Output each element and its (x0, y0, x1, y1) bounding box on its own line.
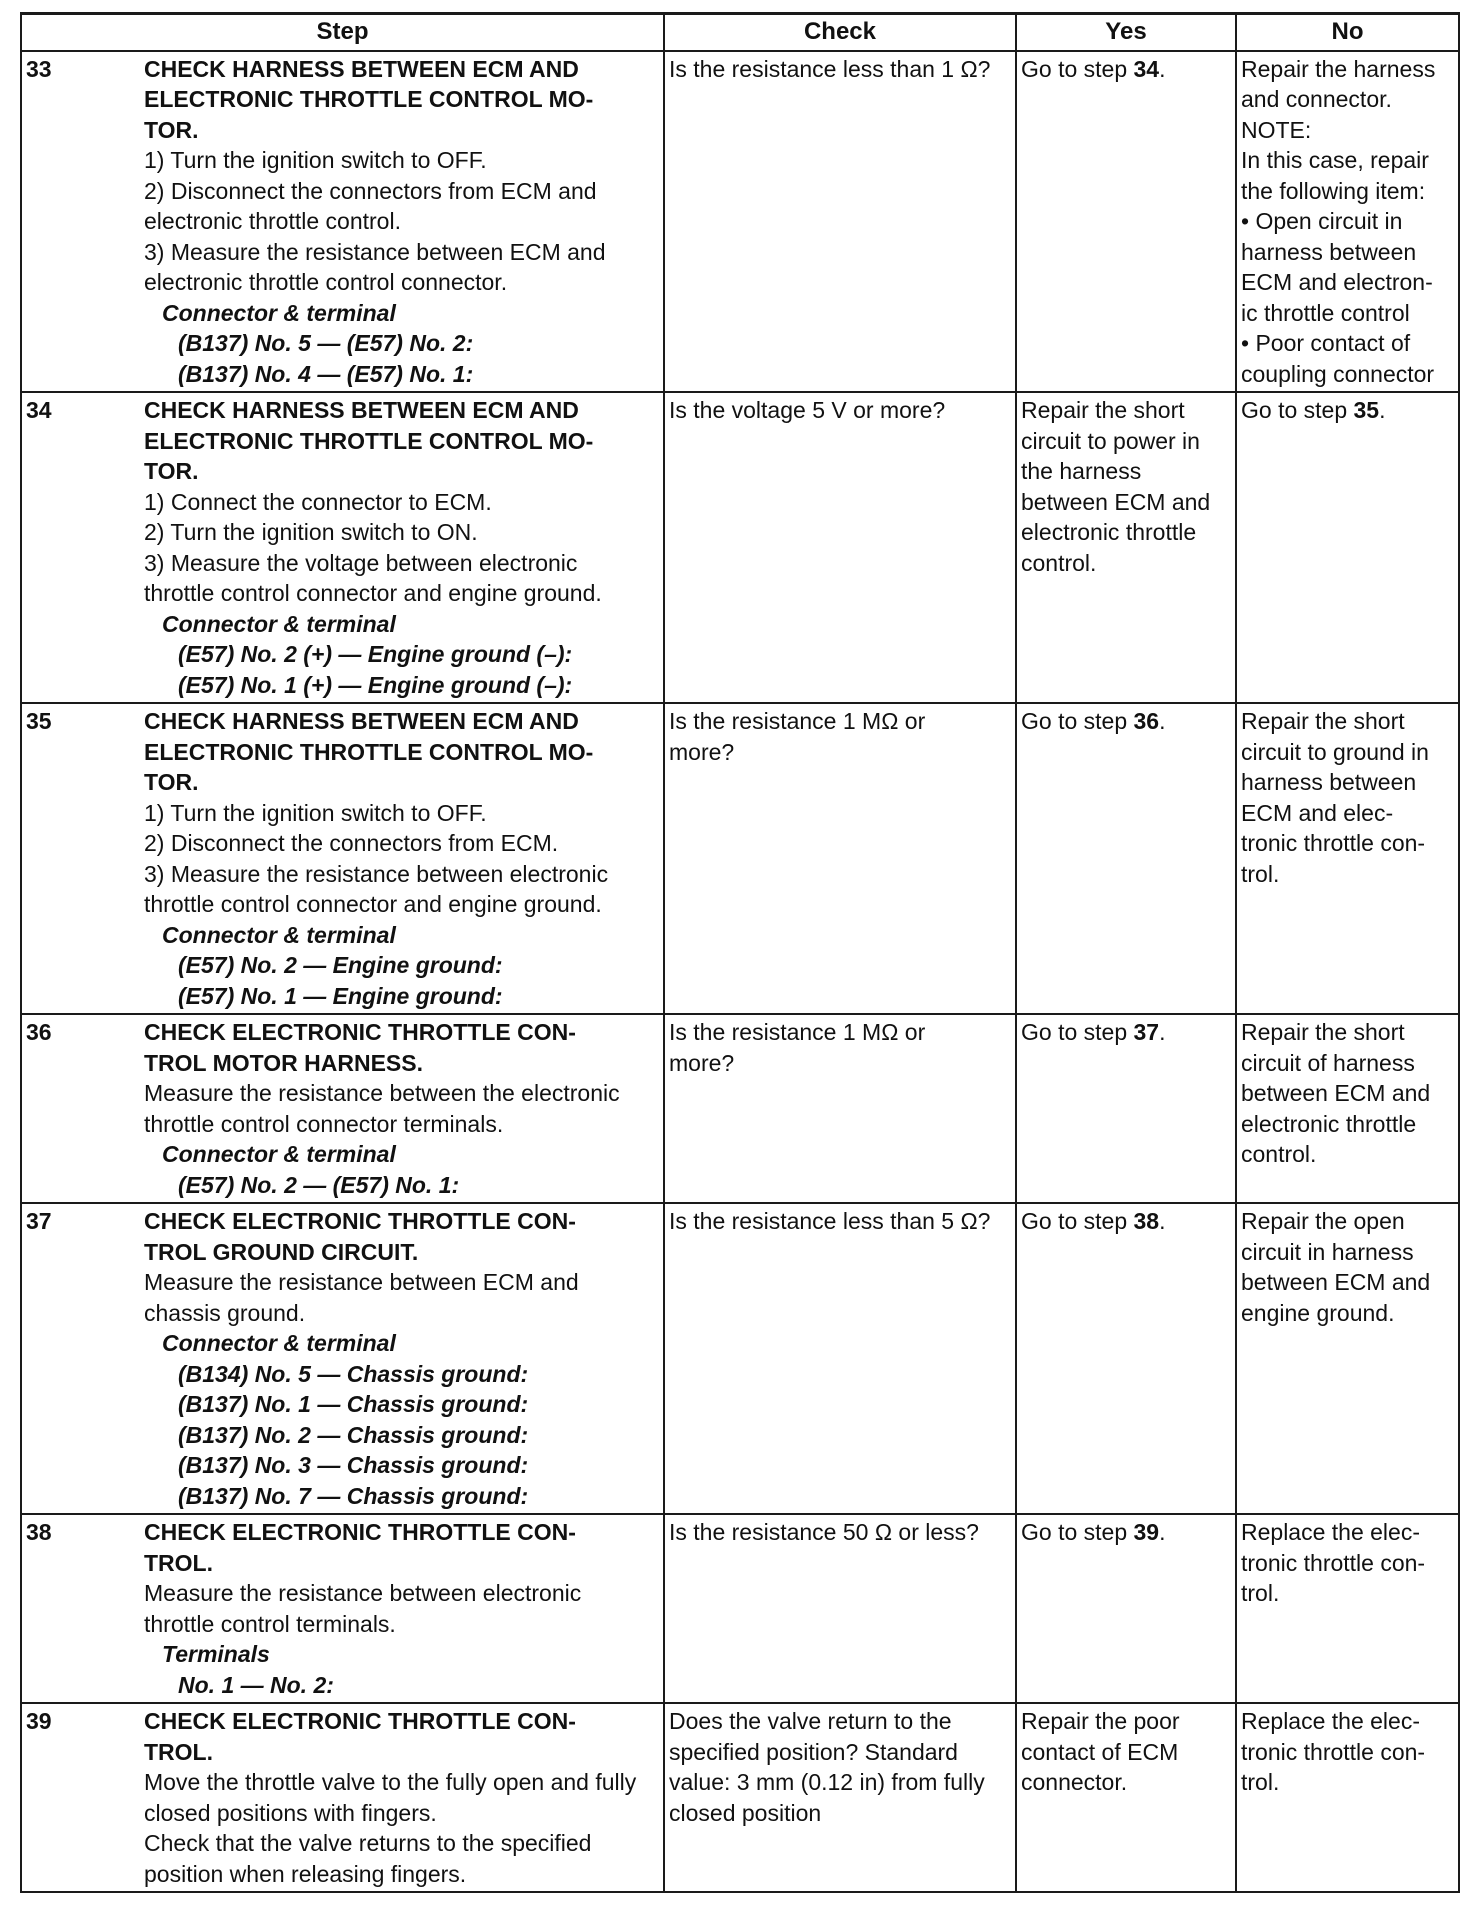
check-line: more? (669, 1049, 735, 1076)
no-cell (1236, 51, 1459, 393)
terminal-spec: (E57) No. 1 (+) — Engine ground (–): (178, 671, 573, 698)
step-title-line: TROL GROUND CIRCUIT. (144, 1238, 419, 1265)
check-line: more? (669, 738, 735, 765)
step-instruction-line: throttle control connector and engine ground. (144, 891, 602, 917)
table-body (21, 51, 1459, 1893)
step-instruction-line: position when releasing fingers. (144, 1860, 467, 1887)
step-cell (21, 703, 664, 1014)
step-title-line: TOR. (144, 116, 199, 143)
no-line: trol. (1241, 860, 1280, 887)
terminal-spec: (E57) No. 2 — Engine ground: (178, 952, 503, 978)
check-line: specified position? Standard (669, 1738, 958, 1765)
no-line: tronic throttle con- (1241, 1549, 1426, 1576)
no-line: • Poor contact of (1241, 330, 1411, 356)
step-number: 35 (26, 708, 52, 734)
step-instruction-line: electronic throttle control connector. (144, 269, 508, 295)
no-line: Replace the elec- (1241, 1519, 1420, 1545)
yes-cell (1016, 1703, 1236, 1892)
step-instruction-line: throttle control connector and engine ground. (144, 580, 602, 606)
no-line: circuit in harness (1241, 1238, 1414, 1265)
no-line: engine ground. (1241, 1299, 1395, 1326)
step-body (144, 1017, 659, 1200)
terminal-spec: (E57) No. 1 — Engine ground: (178, 982, 503, 1009)
yes-cell (1016, 51, 1236, 393)
step-body (144, 706, 659, 1011)
step-number: 34 (26, 397, 52, 423)
step-title-line: TROL. (144, 1549, 213, 1576)
no-line: between ECM and (1241, 1269, 1431, 1295)
no-line: tronic throttle con- (1241, 830, 1426, 856)
no-line: ic throttle control (1241, 299, 1410, 326)
check-line: Is the resistance less than 5 Ω? (669, 1208, 991, 1234)
yes-line: Repair the poor (1021, 1708, 1180, 1734)
no-line: electronic throttle (1241, 1110, 1417, 1137)
step-instruction-line: 1) Connect the connector to ECM. (144, 488, 492, 515)
no-line: Repair the short (1241, 1019, 1405, 1045)
yes-cell (1016, 703, 1236, 1014)
step-instruction-line: Measure the resistance between electronic (144, 1580, 582, 1606)
step-number: 33 (26, 55, 52, 82)
diagnostic-table (20, 12, 1460, 1893)
step-instruction-line: closed positions with fingers. (144, 1799, 437, 1826)
yes-cell (1016, 1203, 1236, 1514)
no-line: control. (1241, 1141, 1317, 1167)
step-instruction-line: 1) Turn the ignition switch to OFF. (144, 799, 487, 826)
terminal-spec: (B137) No. 5 — (E57) No. 2: (178, 330, 474, 356)
step-reference: 36 (1133, 708, 1160, 734)
table-row (21, 51, 1459, 393)
step-instruction-line: 1) Turn the ignition switch to OFF. (144, 147, 487, 173)
step-body (144, 1706, 659, 1889)
table-row (21, 1514, 1459, 1703)
no-line: circuit to ground in (1241, 738, 1429, 765)
check-line: Is the resistance 50 Ω or less? (669, 1519, 979, 1545)
terminal-spec: No. 1 — No. 2: (178, 1671, 334, 1698)
no-line: harness between (1241, 238, 1417, 265)
step-cell (21, 1514, 664, 1703)
step-title-line: TROL MOTOR HARNESS. (144, 1049, 423, 1076)
terminal-spec: (B137) No. 1 — Chassis ground: (178, 1391, 529, 1417)
check-line: Is the voltage 5 V or more? (669, 397, 946, 423)
check-cell (664, 1014, 1016, 1203)
step-instruction-line: 3) Measure the resistance between electronic (144, 860, 609, 887)
table-row (21, 392, 1459, 703)
step-reference: 39 (1133, 1519, 1160, 1545)
step-title-line: TOR. (144, 769, 199, 795)
no-line: circuit of harness (1241, 1049, 1415, 1076)
check-cell (664, 1203, 1016, 1514)
connector-label: Connector & terminal (162, 921, 396, 948)
terminal-spec: (B137) No. 3 — Chassis ground: (178, 1452, 529, 1478)
step-number: 37 (26, 1208, 52, 1234)
no-line: Repair the open (1241, 1208, 1405, 1234)
terminal-spec: (B137) No. 7 — Chassis ground: (178, 1482, 529, 1509)
step-reference: 38 (1133, 1208, 1160, 1234)
header-row (21, 14, 1459, 51)
step-instruction-line: 2) Disconnect the connectors from ECM and (144, 177, 597, 204)
step-cell (21, 51, 664, 393)
step-instruction-line: Measure the resistance between ECM and (144, 1269, 579, 1295)
step-reference: 37 (1133, 1019, 1160, 1045)
no-line: ECM and elec- (1241, 799, 1394, 826)
step-instruction-line: chassis ground. (144, 1299, 306, 1326)
connector-label: Connector & terminal (162, 1141, 396, 1167)
step-content (26, 395, 659, 700)
step-instruction-line: throttle control terminals. (144, 1610, 396, 1637)
terminal-spec: (B137) No. 4 — (E57) No. 1: (178, 360, 474, 387)
step-instruction-line: 2) Turn the ignition switch to ON. (144, 519, 478, 545)
terminal-spec: (B134) No. 5 — Chassis ground: (178, 1360, 529, 1387)
yes-line: the harness (1021, 458, 1142, 484)
check-line: value: 3 mm (0.12 in) from fully (669, 1769, 985, 1795)
header-yes: Yes (1016, 14, 1236, 51)
yes-line: electronic throttle (1021, 519, 1197, 545)
no-cell (1236, 1514, 1459, 1703)
connector-label: Connector & terminal (162, 299, 396, 326)
step-title-line: ELECTRONIC THROTTLE CONTROL MO- (144, 738, 594, 765)
no-line: coupling connector (1241, 360, 1435, 387)
no-line: the following item: (1241, 177, 1426, 204)
no-line: tronic throttle con- (1241, 1738, 1426, 1765)
yes-goto: Go to step 39. (1021, 1519, 1166, 1545)
step-title-line: CHECK HARNESS BETWEEN ECM AND (144, 55, 579, 82)
procedure-page (20, 12, 1458, 1893)
check-cell (664, 392, 1016, 703)
step-cell (21, 1703, 664, 1892)
no-cell (1236, 1703, 1459, 1892)
step-reference: 34 (1133, 55, 1160, 82)
step-instruction-line: electronic throttle control. (144, 208, 401, 234)
check-cell (664, 1703, 1016, 1892)
yes-line: between ECM and (1021, 488, 1211, 515)
step-number: 36 (26, 1019, 52, 1045)
table-row (21, 703, 1459, 1014)
step-number: 38 (26, 1519, 52, 1545)
yes-cell (1016, 392, 1236, 703)
no-line: • Open circuit in (1241, 208, 1403, 234)
no-line: ECM and electron- (1241, 269, 1433, 295)
check-line: Is the resistance 1 MΩ or (669, 708, 926, 734)
step-title-line: CHECK ELECTRONIC THROTTLE CON- (144, 1208, 576, 1234)
no-goto: Go to step 35. (1241, 397, 1386, 423)
header-check: Check (664, 14, 1016, 51)
step-title-line: TOR. (144, 458, 199, 484)
step-number: 39 (26, 1708, 52, 1734)
no-line: trol. (1241, 1769, 1280, 1795)
no-cell (1236, 703, 1459, 1014)
step-instruction-line: Measure the resistance between the electronic (144, 1080, 620, 1106)
no-line: between ECM and (1241, 1080, 1431, 1106)
yes-goto: Go to step 36. (1021, 708, 1166, 734)
yes-goto: Go to step 37. (1021, 1019, 1166, 1045)
step-title-line: CHECK HARNESS BETWEEN ECM AND (144, 397, 579, 423)
step-title-line: ELECTRONIC THROTTLE CONTROL MO- (144, 427, 594, 454)
step-instruction-line: 3) Measure the resistance between ECM and (144, 238, 606, 265)
step-body (144, 1517, 659, 1700)
step-instruction-line: 2) Disconnect the connectors from ECM. (144, 830, 559, 856)
connector-label: Connector & terminal (162, 610, 396, 637)
no-line: and connector. (1241, 86, 1392, 112)
yes-line: circuit to power in (1021, 427, 1200, 454)
step-content (26, 1517, 659, 1700)
yes-line: connector. (1021, 1769, 1128, 1795)
step-title-line: CHECK HARNESS BETWEEN ECM AND (144, 708, 579, 734)
no-line: NOTE: (1241, 116, 1312, 143)
terminal-spec: (B137) No. 2 — Chassis ground: (178, 1421, 529, 1448)
check-cell (664, 1514, 1016, 1703)
step-title-line: CHECK ELECTRONIC THROTTLE CON- (144, 1708, 576, 1734)
yes-line: contact of ECM (1021, 1738, 1179, 1765)
no-line: Replace the elec- (1241, 1708, 1420, 1734)
no-line: Repair the harness (1241, 55, 1436, 82)
step-instruction-line: Move the throttle valve to the fully open and fully (144, 1769, 637, 1795)
connector-label: Connector & terminal (162, 1330, 396, 1356)
step-cell (21, 1014, 664, 1203)
no-line: trol. (1241, 1580, 1280, 1606)
header-no: No (1236, 14, 1459, 51)
step-reference: 35 (1353, 397, 1380, 423)
step-cell (21, 1203, 664, 1514)
step-title-line: CHECK ELECTRONIC THROTTLE CON- (144, 1519, 576, 1545)
table-row (21, 1703, 1459, 1892)
yes-cell (1016, 1014, 1236, 1203)
no-line: Repair the short (1241, 708, 1405, 734)
yes-cell (1016, 1514, 1236, 1703)
check-cell (664, 703, 1016, 1014)
step-content (26, 54, 659, 390)
step-title-line: TROL. (144, 1738, 213, 1765)
step-content (26, 1206, 659, 1511)
step-instruction-line: throttle control connector terminals. (144, 1110, 504, 1137)
no-line: In this case, repair (1241, 147, 1429, 173)
step-content (26, 706, 659, 1011)
connector-label: Terminals (162, 1641, 270, 1667)
check-cell (664, 51, 1016, 393)
step-title-line: CHECK ELECTRONIC THROTTLE CON- (144, 1019, 576, 1045)
step-content (26, 1017, 659, 1200)
table-row (21, 1014, 1459, 1203)
terminal-spec: (E57) No. 2 (+) — Engine ground (–): (178, 641, 573, 667)
step-body (144, 54, 659, 390)
no-cell (1236, 392, 1459, 703)
step-body (144, 395, 659, 700)
yes-goto: Go to step 34. (1021, 55, 1166, 82)
yes-goto: Go to step 38. (1021, 1208, 1166, 1234)
step-instruction-line: 3) Measure the voltage between electronic (144, 549, 578, 576)
step-instruction-line: Check that the valve returns to the specified (144, 1830, 592, 1856)
step-cell (21, 392, 664, 703)
no-line: harness between (1241, 769, 1417, 795)
yes-line: control. (1021, 549, 1097, 576)
header-step: Step (21, 14, 664, 51)
check-line: Is the resistance 1 MΩ or (669, 1019, 926, 1045)
step-body (144, 1206, 659, 1511)
no-cell (1236, 1014, 1459, 1203)
table-row (21, 1203, 1459, 1514)
no-cell (1236, 1203, 1459, 1514)
check-line: Does the valve return to the (669, 1708, 952, 1734)
check-line: Is the resistance less than 1 Ω? (669, 55, 991, 82)
yes-line: Repair the short (1021, 397, 1185, 423)
terminal-spec: (E57) No. 2 — (E57) No. 1: (178, 1171, 460, 1198)
check-line: closed position (669, 1799, 822, 1826)
step-content (26, 1706, 659, 1889)
step-title-line: ELECTRONIC THROTTLE CONTROL MO- (144, 86, 594, 112)
